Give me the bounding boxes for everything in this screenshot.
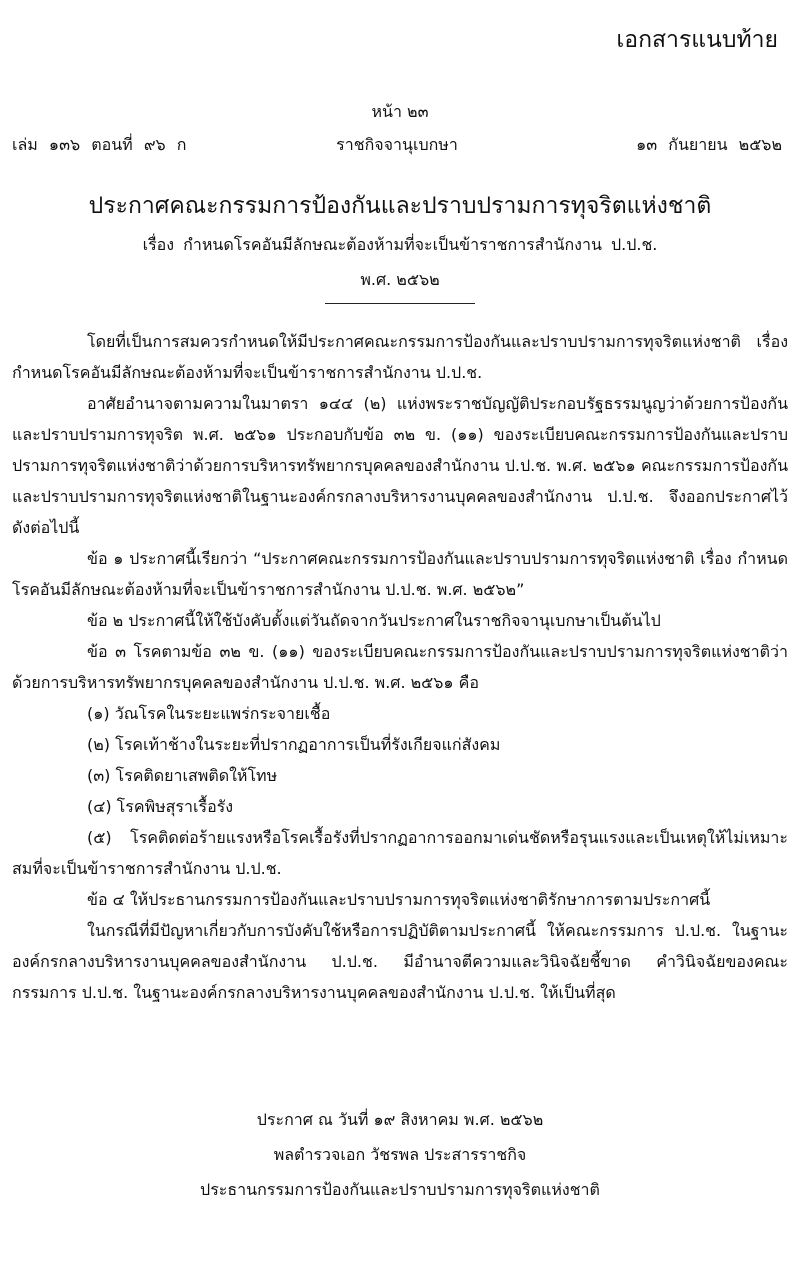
gazette-name: ราชกิจจานุเบกษา <box>336 135 458 154</box>
disease-item-1: (๑) วัณโรคในระยะแพร่กระจายเชื้อ <box>87 704 331 723</box>
paragraph-authority: อาศัยอำนาจตามความในมาตรา ๑๔๔ (๒) แห่งพระราชบัญญัติประกอบรัฐธรรมนูญว่าด้วยการป้องกันและปราบปรามการทุจริต พ.ศ. ๒๕๖๑ ประกอบกับข้อ ๓๒ ข. (๑๑) ของระเบียบคณะกรรมการป้องกันและปราบปรามการทุจริตแห่งชาติว่าด้วยการบริหารทรัพยากรบุคคลของสำนักงาน ป.ป.ช. พ.ศ. ๒๕๖๑ คณะกรรมการป้องกันและปราบปรามการทุจริตแห่งชาติในฐานะองค์กรกลางบริหารงานบุคคลของสำนักงาน ป.ป.ช. จึงออกประกาศไว้ ดังต่อไปนี้ <box>12 394 788 537</box>
disease-item-5: (๕) โรคติดต่อร้ายแรงหรือโรคเรื้อรังที่ปรากฏอาการออกมาเด่นชัดหรือรุนแรงและเป็นเหตุให้ไม่เหมาะสมที่จะเป็นข้าราชการสำนักงาน ป.ป.ช. <box>12 828 788 878</box>
signature-date: ประกาศ ณ วันที่ ๑๙ สิงหาคม พ.ศ. ๒๕๖๒ <box>256 1110 544 1129</box>
title-divider <box>325 303 475 304</box>
announcement-year: พ.ศ. ๒๕๖๒ <box>360 270 440 289</box>
signatory-name: พลตำรวจเอก วัชรพล ประสารราชกิจ <box>273 1145 527 1164</box>
clause-4-interpretation: ในกรณีที่มีปัญหาเกี่ยวกับการบังคับใช้หรือการปฏิบัติตามประกาศนี้ ให้คณะกรรมการ ป.ป.ช. ในฐานะองค์กรกลางบริหารงานบุคคลของสำนักงาน ป.ป.ช. มีอำนาจตีความและวินิจฉัยชี้ขาด คำวินิจฉัยของคณะกรรมการ ป.ป.ช. ในฐานะองค์กรกลางบริหารงานบุคคลของสำนักงาน ป.ป.ช. ให้เป็นที่สุด <box>12 921 788 1002</box>
gazette-date: ๑๓ กันยายน ๒๕๖๒ <box>636 135 782 154</box>
announcement-body <box>12 326 788 1008</box>
clause-3: ข้อ ๓ โรคตามข้อ ๓๒ ข. (๑๑) ของระเบียบคณะกรรมการป้องกันและปราบปรามการทุจริตแห่งชาติว่าด้วยการบริหารทรัพยากรบุคคลของสำนักงาน ป.ป.ช. พ.ศ. ๒๕๖๑ คือ <box>12 642 788 692</box>
gazette-header <box>12 133 782 161</box>
clause-1: ข้อ ๑ ประกาศนี้เรียกว่า “ประกาศคณะกรรมการป้องกันและปราบปรามการทุจริตแห่งชาติ เรื่อง กำหนดโรคอันมีลักษณะต้องห้ามที่จะเป็นข้าราชการสำนักงาน ป.ป.ช. พ.ศ. ๒๕๖๒” <box>12 549 788 599</box>
gazette-volume-issue: เล่ม ๑๓๖ ตอนที่ ๙๖ ก <box>12 135 187 154</box>
signatory-position: ประธานกรรมการป้องกันและปราบปรามการทุจริตแห่งชาติ <box>200 1180 600 1199</box>
disease-item-2: (๒) โรคเท้าช้างในระยะที่ปรากฏอาการเป็นที่รังเกียจแก่สังคม <box>87 735 501 754</box>
paragraph-preamble: โดยที่เป็นการสมควรกำหนดให้มีประกาศคณะกรรมการป้องกันและปราบปรามการทุจริตแห่งชาติ เรื่อง กำหนดโรคอันมีลักษณะต้องห้ามที่จะเป็นข้าราชการสำนักงาน ป.ป.ช. <box>12 332 788 382</box>
attachment-label: เอกสารแนบท้าย <box>616 27 778 53</box>
clause-4: ข้อ ๔ ให้ประธานกรรมการป้องกันและปราบปรามการทุจริตแห่งชาติรักษาการตามประกาศนี้ <box>87 890 711 909</box>
disease-item-4: (๔) โรคพิษสุราเรื้อรัง <box>87 797 234 816</box>
announcement-subject: เรื่อง กำหนดโรคอันมีลักษณะต้องห้ามที่จะเป็นข้าราชการสำนักงาน ป.ป.ช. <box>142 235 658 254</box>
clause-2: ข้อ ๒ ประกาศนี้ให้ใช้บังคับตั้งแต่วันถัดจากวันประกาศในราชกิจจานุเบกษาเป็นต้นไป <box>87 611 661 630</box>
disease-item-3: (๓) โรคติดยาเสพติดให้โทษ <box>87 766 278 785</box>
announcement-title: ประกาศคณะกรรมการป้องกันและปราบปรามการทุจริตแห่งชาติ <box>88 193 712 219</box>
gazette-page-number: หน้า ๒๓ <box>371 102 429 121</box>
